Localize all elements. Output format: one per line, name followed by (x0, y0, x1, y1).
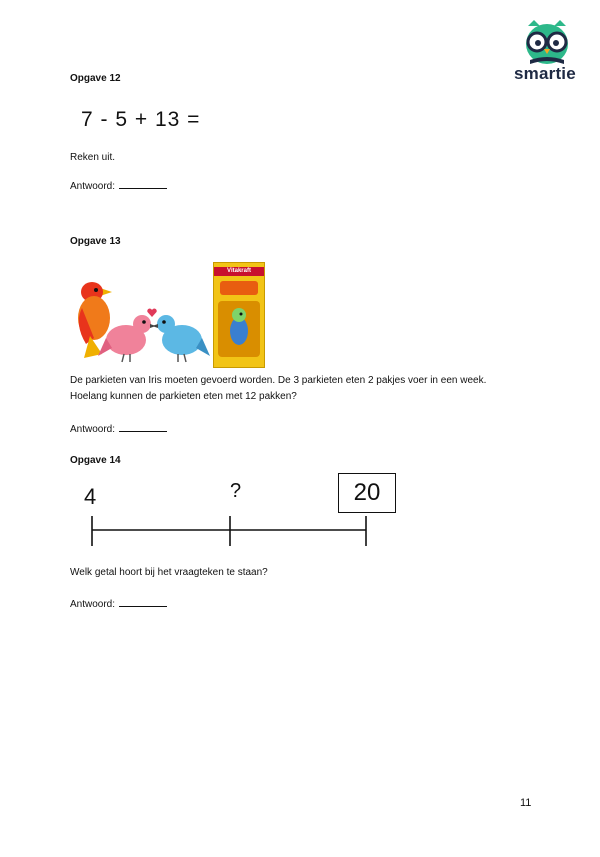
q12-expression: 7 - 5 + 13 = (81, 108, 201, 131)
q13-answer (70, 422, 167, 438)
q13-text-line2: Hoelang kunnen de parkieten eten met 12 pakken? (70, 391, 297, 402)
pink-parakeet-icon (98, 310, 154, 366)
q14-answer (70, 597, 167, 613)
q14-answer-blank[interactable] (119, 597, 167, 607)
q13-answer-label: Antwoord: (70, 424, 116, 435)
q12-answer (70, 179, 167, 195)
q13-illustration (70, 258, 270, 368)
owl-icon (510, 18, 584, 66)
q12-instruction: Reken uit. (70, 152, 116, 163)
q13-text-line1: De parkieten van Iris moeten gevoerd worden. De 3 parkieten eten 2 pakjes voer in een week. (70, 375, 487, 386)
brand-name: smartie (514, 64, 576, 83)
q14-question: Welk getal hoort bij het vraagteken te staan? (70, 567, 268, 578)
blue-parakeet-icon (152, 310, 210, 366)
smartie-logo (510, 18, 584, 88)
numberline-start-label: 4 (84, 484, 97, 509)
q14-title: Opgave 14 (70, 455, 121, 466)
numberline-end-label: 20 (353, 479, 381, 506)
food-box-brand: Vitakraft (214, 267, 264, 276)
numberline-axis (70, 470, 406, 560)
q14-numberline (70, 470, 406, 560)
q12-title: Opgave 12 (70, 73, 121, 84)
q12-answer-blank[interactable] (119, 179, 167, 189)
q13-title: Opgave 13 (70, 236, 121, 247)
numberline-middle-label: ? (230, 480, 242, 502)
bird-food-box-icon (213, 262, 265, 368)
q14-answer-label: Antwoord: (70, 599, 116, 610)
q12-answer-label: Antwoord: (70, 181, 116, 192)
food-box-parakeet-icon (224, 307, 254, 349)
q13-answer-blank[interactable] (119, 422, 167, 432)
page-number: 11 (520, 797, 532, 809)
